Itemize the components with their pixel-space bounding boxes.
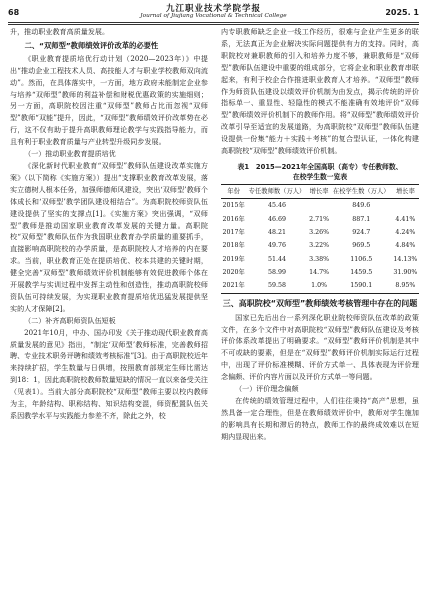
table-row <box>221 198 419 212</box>
table-cell <box>308 198 331 212</box>
table-caption-line: 表1 2015—2021年全国高职（高专）专任教师数、 <box>237 162 403 171</box>
table-cell: 31.90% <box>393 269 418 277</box>
table-cell: 2019年 <box>222 255 245 263</box>
subsection-heading: （一）评价理念偏颇 <box>235 384 299 394</box>
header-rule <box>8 22 419 23</box>
table-cell: 2020年 <box>222 269 245 277</box>
right-column <box>221 26 419 612</box>
table-cell: 1106.5 <box>350 255 373 263</box>
paragraph: 《深化新时代职业教育“双师型”教师队伍建设改革实施方案》（以下简称《实施方案》）提出“支撑职业教育改革发展，落实立德树人根本任务，加强师德师风建设，突出‘双师型’教师个体成长和‘双师型’教学团队建设相结合”。为高职院校师资队伍建设提供了坚实的支撑点[1]。《实施方案》突出强调，“双师型”教师是推动国家职业教育改革发展的关键力量。高职院校“双师型”教师队伍作为我国职业教育办学质量的重要抓手，直接影响高职院校的办学质量，是高职院校人才培养的内在要求。当前，职业教育正处在提质培优、校本共建的关键时期，健全完善“双师型”教师绩效评价机制能够有效促进教师个体在开展教学与实训过程中发挥主动性和创造性，推动高职院校师资队伍可持续发展，为实现职业教育提质培优迅猛发展提供坚实的人才保障[2]。 <box>10 160 208 313</box>
table-cell: 48.21 <box>267 228 287 236</box>
table-cell: 1459.5 <box>350 269 373 277</box>
table-cell: 46.69 <box>267 215 287 223</box>
issue-label: 2025. 1 <box>385 8 419 17</box>
subsection-heading: （二）补齐高职师资队伍短板 <box>24 315 116 325</box>
table-cell: 4.24% <box>395 228 416 236</box>
page-number: 68 <box>8 8 20 17</box>
table-cell: 2018年 <box>222 242 245 250</box>
journal-title-cn: 九江职业技术学院学报 <box>165 4 261 14</box>
table-cell: 14.7% <box>309 269 330 277</box>
paragraph: 在传统的绩效管理过程中，人们往往秉持“高产”思想，虽然具备一定合理性，但是在教师绩效评价中，教师对学生施加的影响具有长期和滞后的特点，教师工作的最终成效难以在短期内显现出来。 <box>221 395 419 441</box>
table-cell: 3.26% <box>309 228 330 236</box>
enrollment-table <box>221 184 419 294</box>
table-header-cell: 专任教师数（万人） <box>246 184 307 198</box>
header-rule-secondary <box>8 24 419 25</box>
table-row <box>221 279 419 293</box>
table-caption-line: 在校学生数一览表 <box>292 172 348 181</box>
paragraph: 2021年10月，中办、国办印发《关于推动现代职业教育高质量发展的意见》指出，“制定‘双师型’教师标准，完善教师招聘、专业技术职务评聘和绩效考核标准”[3]。由于高职院校近年来持续扩招，学生数量与日俱增，按照教育部规定生师比需达到18：1，因此高职院校教师数量短缺的情况一直以来备受关注（见表1）。当前大部分高职院校“双师型”教师主要以校内教师为主，年龄结构、职称结构、知识结构变混，师资配置队伍关系因教学水平与实践能力参差不齐，除此之外，校 <box>10 327 208 420</box>
table-cell: 924.7 <box>352 228 371 236</box>
table-cell: 2016年 <box>222 215 245 223</box>
table-header-cell: 增长率 <box>308 184 331 198</box>
table-cell: 2015年 <box>222 202 245 210</box>
table-header-cell: 在校学生数（万人） <box>331 184 392 198</box>
table-cell: 887.1 <box>352 215 371 223</box>
table-row <box>221 252 419 265</box>
table-row <box>221 266 419 279</box>
paragraph: 升，推动职业教育高质量发展。 <box>10 27 110 36</box>
subsection-heading: （一）推动职业教育提质培优 <box>24 149 116 159</box>
table-cell <box>392 198 419 212</box>
table-cell: 1.0% <box>308 279 331 293</box>
section-heading: 二、“双师型”教师绩效评价改革的必要性 <box>24 40 159 50</box>
table-cell: 3.38% <box>309 255 330 263</box>
table-cell: 14.13% <box>393 255 418 263</box>
table-header-cell: 增长率 <box>392 184 419 198</box>
table-row <box>221 226 419 239</box>
table-cell: 8.95% <box>392 279 419 293</box>
table-cell: 51.44 <box>267 255 287 263</box>
table-cell: 3.22% <box>309 242 330 250</box>
table-cell: 849.6 <box>352 202 371 210</box>
table-cell: 58.99 <box>267 269 287 277</box>
left-column <box>10 26 208 612</box>
paragraph: 内专职教师缺乏企业一线工作经历，很难与企业产生更多的联系，无法真正为企业解决实际问题提供有力的支持。同时，高职院校对兼职教师的引入和培养力度不够，兼职教师是“双师型”教师队伍建设中重要的组成部分，它将企业和职业教育串联起来，有利于校企合作推进职业教育人才培养。“双师型”教师作为师资队伍建设以绩效评价机制为由发点，揭示传统的评价指标单一、重显性、轻隐性的模式不能准确有效地评价“双师型”教师绩效评价机制下的教师作用。将“双师型”教师绩效评价改革引导至适宜的发展道路，为高职院校“双师型”教师队伍建设提供一份集“能力＋实践＋考核”的复合型认证，一体化构建高职院校“双师型”教师绩效评价机制。 <box>221 27 419 156</box>
running-header <box>8 2 419 24</box>
table-cell: 49.76 <box>267 242 287 250</box>
paragraph: 国家已先后出台一系列深化职业院校师资队伍改革的政策文件，在多个文件中对高职院校“双师型”教师队伍建设及考核评价体系改革提出了明确要求。“双师型”教师评价机制是其中不可或缺的要素，但是在“双师型”教师评价机制实际运行过程中，出现了评价标准模糊、评价方式单一、具体表现为评价理念偏颇、评价内容片面以及评价方式单一等问题。 <box>221 312 419 382</box>
table-row <box>221 212 419 225</box>
table-cell: 2017年 <box>222 228 245 236</box>
table-row <box>221 239 419 252</box>
table-cell: 4.84% <box>395 242 416 250</box>
table-cell: 1590.1 <box>331 279 392 293</box>
table-caption <box>221 162 419 182</box>
table-header-row <box>221 184 419 198</box>
journal-title-en: Journal of Jiujiang Vocational & Technical College <box>140 13 287 19</box>
table-cell: 4.41% <box>395 215 416 223</box>
table-cell: 969.5 <box>352 242 371 250</box>
table-cell: 2021年 <box>221 279 246 293</box>
paragraph: 《职业教育提质培优行动计划（2020—2023年）》中提出“推动企业工程技术人员、高技能人才与职业学校教师双向流动”。然而，在具体落实中，一方面，地方政府未能制定企业参与培养“双师型”教师的利益补偿和财税优惠政策的实施细则；另一方面，高职院校因注重“双师型”教师占比而忽视“双师型”教师“双能”提升，因此，“双师型”教师绩效评价改革势在必行，这不仅有助于提升高职教师理论教学与实践指导能力，而且有利于职业教育质量与产业转型升级同步发展。 <box>10 53 208 147</box>
table-cell: 2.71% <box>309 215 330 223</box>
table-header-cell: 年份 <box>221 184 246 198</box>
table-cell: 45.46 <box>267 202 287 210</box>
table-cell: 59.58 <box>246 279 307 293</box>
section-heading: 三、高职院校“双师型”教师绩效考核管理中存在的问题 <box>222 298 418 308</box>
